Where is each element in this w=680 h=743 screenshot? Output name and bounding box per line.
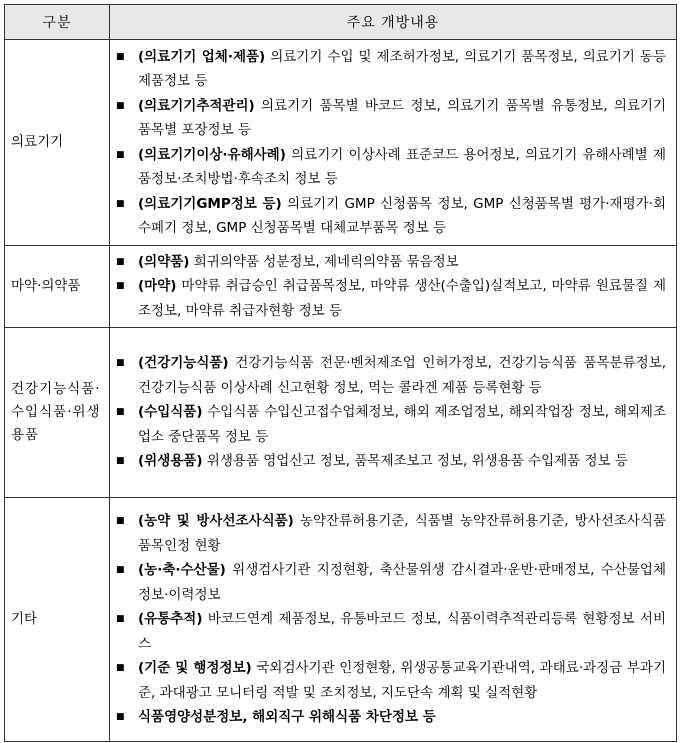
bullet-icon: ■ xyxy=(116,456,125,467)
item-text: 수입식품 수입신고접수업체정보, 해외 제조업정보, 해외작업장 정보, 해외제조업소 중단품목 정보 등 xyxy=(138,404,666,445)
item-heading: (의료기기이상·유해사례) xyxy=(138,146,286,163)
bullet-icon: ■ xyxy=(116,663,125,674)
item-heading: (의료기기GMP정보 등) xyxy=(138,195,282,212)
bullet-icon: ■ xyxy=(116,712,125,723)
item-text: 건강기능식품 전문·벤처제조업 인허가정보, 건강기능식품 품목분류정보, 건강기능식품 이상사례 신고현황 정보, 먹는 콜라겐 제품 등록현황 등 xyxy=(138,355,666,396)
item-heading: (수입식품) xyxy=(138,404,203,421)
item-heading: (의료기기추적관리) xyxy=(138,97,255,114)
list-item xyxy=(116,449,666,474)
list-item xyxy=(116,656,666,705)
item-text: 의료기기 GMP 신청품목 정보, GMP 신청품목별 평가·재평가·회수폐기 정보, GMP 신청품목별 대체교부품목 정보 등 xyxy=(138,195,666,236)
item-heading: (마약) xyxy=(138,278,177,295)
bullet-icon: ■ xyxy=(116,198,125,209)
item-heading: (기준 및 행정정보) xyxy=(138,660,252,677)
category-cell: 마약·의약품 xyxy=(5,246,110,328)
bullet-icon: ■ xyxy=(116,51,125,62)
header-content: 주요 개방내용 xyxy=(110,5,677,40)
item-heading: (의약품) xyxy=(138,253,190,270)
item-text: 국외검사기관 인정현황, 위생공통교육기관내역, 과태료·과징금 부과기준, 과대광고 모니터링 적발 및 조치정보, 지도단속 계획 및 실적현황 xyxy=(138,660,666,701)
list-item xyxy=(116,250,666,275)
list-item xyxy=(116,351,666,400)
item-text: 희귀의약품 성분정보, 제네릭의약품 묶음정보 xyxy=(189,253,459,270)
content-cell xyxy=(110,328,677,498)
bullet-icon: ■ xyxy=(116,407,125,418)
bullet-icon: ■ xyxy=(116,516,125,527)
item-text: 의료기기 이상사례 표준코드 용어정보, 의료기기 유해사례별 제품정보·조치방법·후속조치 정보 등 xyxy=(138,146,666,187)
bullet-icon: ■ xyxy=(116,100,125,111)
bullet-icon: ■ xyxy=(116,149,125,160)
content-cell xyxy=(110,246,677,328)
table-row xyxy=(5,246,677,328)
item-text: 위생용품 영업신고 정보, 품목제조보고 정보, 위생용품 수입제품 정보 등 xyxy=(202,453,628,470)
list-item xyxy=(116,607,666,656)
category-cell: 의료기기 xyxy=(5,40,110,246)
category-cell: 건강기능식품·수입식품·위생용품 xyxy=(5,328,110,498)
item-text: 의료기기 품목별 바코드 정보, 의료기기 품목별 유통정보, 의료기기 품목별 포장정보 등 xyxy=(138,97,666,138)
item-heading: (유통추적) xyxy=(138,611,203,628)
header-row xyxy=(5,5,677,40)
list-item xyxy=(116,705,666,730)
item-heading: (건강기능식품) xyxy=(138,355,229,372)
category-cell: 기타 xyxy=(5,498,110,742)
content-cell xyxy=(110,498,677,742)
open-data-table xyxy=(4,4,677,742)
table-row xyxy=(5,328,677,498)
item-heading: 식품영양성분정보, 해외직구 위해식품 차단정보 등 xyxy=(138,709,436,726)
list-item xyxy=(116,45,666,94)
bullet-icon: ■ xyxy=(116,565,125,576)
item-heading: (농·축·수산물) xyxy=(138,562,226,579)
item-heading: (의료기기 업체·제품) xyxy=(138,48,266,65)
bullet-icon: ■ xyxy=(116,614,125,625)
header-category: 구분 xyxy=(5,5,110,40)
list-item xyxy=(116,558,666,607)
list-item xyxy=(116,509,666,558)
bullet-icon: ■ xyxy=(116,358,125,369)
table-row xyxy=(5,40,677,246)
table-row xyxy=(5,498,677,742)
list-item xyxy=(116,143,666,192)
bullet-icon: ■ xyxy=(116,281,125,292)
list-item xyxy=(116,274,666,323)
item-heading: (농약 및 방사선조사식품) xyxy=(138,513,294,530)
item-text: 의료기기 수입 및 제조허가정보, 의료기기 품목정보, 의료기기 동등제품정보 등 xyxy=(138,48,666,89)
list-item xyxy=(116,400,666,449)
content-cell xyxy=(110,40,677,246)
item-heading: (위생용품) xyxy=(138,453,203,470)
list-item xyxy=(116,192,666,241)
item-text: 농약잔류허용기준, 식품별 농약잔류허용기준, 방사선조사식품 품목인정 현황 xyxy=(138,513,666,554)
item-text: 바코드연계 제품정보, 유통바코드 정보, 식품이력추적관리등록 현황정보 서비스 xyxy=(138,611,666,652)
list-item xyxy=(116,94,666,143)
item-text: 위생검사기관 지정현황, 축산물위생 감시결과·운반·판매정보, 수산물업체정보·이력정보 xyxy=(138,562,666,603)
item-text: 마약류 취급승인 취급품목정보, 마약류 생산(수출입)실적보고, 마약류 원료물질 제조정보, 마약류 취급자현황 정보 등 xyxy=(138,278,666,319)
bullet-icon: ■ xyxy=(116,256,125,267)
